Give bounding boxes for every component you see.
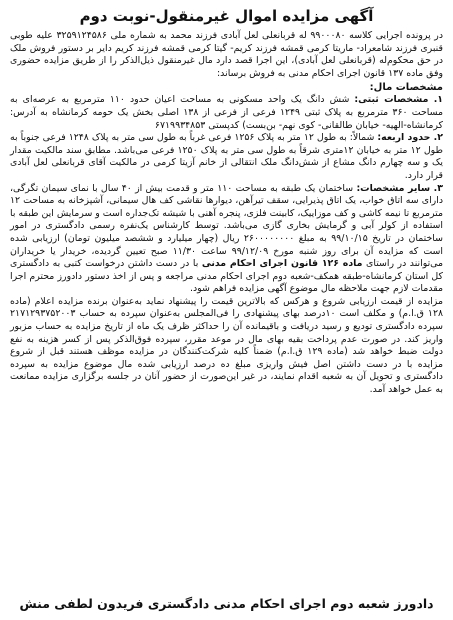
notice-title: آگهی مزایده اموال غیرمنقول-نوبت دوم: [79, 7, 374, 25]
item-other-specs: [10, 183, 443, 296]
signature-line: دادورز شعبه دوم اجرای احکام مدنی دادگستری فریدون لطفی منش: [19, 596, 434, 611]
item-other-specs-text-a: ساختمان یک طبقه به مساحت ۱۱۰ متر و قدمت بیش از ۴۰ سال با نمای سیمان تگرگی، دارای سه اتاق خواب، یک اتاق پذیرایی، سقف تیرآهن، دیوارها نقاشی کف هال سیمانی، آشپزخانه به مساحت ۱۲ مترمربع تا نیمه کاشی و کف موزاییک، کابینت فلزی، پنجره آهنی با شیشه تک‌جداره است و سرمایش این طبقه با استفاده از کولر آبی و گرمایش بخاری گازی می‌باشد. توسط کارشناس یک‌نفره رسمی دادگستری در امور ساختمان در تاریخ ۹۹/۱۰/۱۵ به مبلغ ۲۶۰۰۰۰۰۰۰۰ ریال (چهار میلیارد و ششصد میلیون تومان) ارزیابی شده است که مزایده آن برای روز شنبه مورخ ۹۹/۱۲/۰۹ ساعت ۱۱/۳۰ صبح تعیین گردیده، خریدار یا خریداران می‌توانند در راستای: [10, 182, 444, 270]
item-registration-label: ۱. مشخصات ثبتی:: [354, 94, 443, 106]
item-registration: [10, 94, 443, 132]
item-other-specs-label: ۳. سایر مشخصات:: [356, 182, 443, 194]
specs-heading: مشخصات مال:: [369, 82, 443, 94]
intro-paragraph: در پرونده اجرایی کلاسه ۹۹۰۰۰۸۰ له قربانعلی لعل آبادی فرزند محمد به شماره ملی ۳۲۵۹۱۲۴۵۸۶ علیه طوبی قنبری فرزند شامعراد- ماریتا کرمی قمشه فرزند کریم- گیتا کرمی قمشه فرزند کریم دایر بر دستور فروش ملک در حق محکوم‌له (قربانعلی لعل آبادی)، این اجرا قصد دارد مال غیرمنقول ذیل‌الذکر را از طریق مزایده حضوری وفق ماده ۱۳۷ قانون اجرای احکام مدنی به فروش برساند:: [10, 30, 443, 79]
item-other-specs-law-ref: ماده ۱۲۶ قانون اجرای احکام مدنی: [201, 258, 363, 270]
item-boundaries-text: شمالاً: به طول ۱۲ متر به پلاک ۱۲۵۶ فرعی غرباً به طول سی متر به پلاک ۱۲۴۸ فرعی جنوباً به طول ۱۲ متر به خیابان ۱۲متری شرقاً به طول سی متر به پلاک ۱۲۵۰ فرعی می‌باشد. مطابق سند مالکیت مقدار یک و سه چهارم دانگ مشاع از شش‌دانگ ملک انتقالی از خانم آزیتا کرمی در مالکیت آقای قربانعلی لعل آبادی قرار دارد.: [10, 132, 443, 181]
auction-terms-paragraph: مزایده از قیمت ارزیابی شروع و هرکس که بالاترین قیمت را پیشنهاد نماید به‌عنوان برنده مزایده اعلام (ماده ۱۲۸ ق.ا.م) و مکلف است ۱۰درصد بهای پیشنهادی را فی‌المجلس به‌عنوان سپرده به حساب ۲۱۷۱۲۹۳۷۵۲۰۰۳ سپرده دادگستری تودیع و رسید دریافت و باقیمانده آن را حداکثر ظرف یک ماه از تاریخ مزایده به حساب مزبور واریز کند. در صورت عدم پرداخت بقیه بهای مال در موعد مقرر، سپرده فوق‌الذکر پس از کسر هزینه به نفع دولت ضبط خواهد شد (ماده ۱۲۹ ق.ا.م) ضمناً کلیه شرکت‌کنندگان در مزایده موظف هستند قبل از شروع مزایده با در دست داشتن اصل فیش واریزی مبلغ ده درصد ارزیابی شده مال موضوع مزایده به سپرده دادگستری و تحویل آن به شعبه اقدام نمایند، در غیر این‌صورت از حضور آنان در جلسه برگزاری مزایده ممانعت به عمل خواهد آمد.: [10, 295, 444, 396]
item-boundaries-label: ۲. حدود اربعه:: [377, 132, 443, 144]
item-boundaries: [10, 132, 443, 182]
item-registration-text: شش دانگ یک واحد مسکونی به مساحت اعیان حدود ۱۱۰ مترمربع به عرصه‌ای به مساحت ۳۶۰ مترمربع به پلاک ثبتی ۱۲۴۹ فرعی از فرعی از ۱۳۸ اصلی بخش یک حومه کرمانشاه به آدرس: کرمانشاه-الهیه- خیابان طالقانی- کوی نهم- بن‌بست) کدپستی ۶۷۱۹۹۳۴۸۵۳: [10, 94, 443, 131]
item-other-specs-text-c: با در دست داشتن درخواست کتبی به دادگستری کل استان کرمانشاه-طبقه همکف-شعبه دوم اجرای احکام مدنی مراجعه و پس از اخذ دستور دادورز محترم اجرا مقدمات لازم جهت ملاحظه مال موضوع آگهی مزایده فراهم شود.: [10, 258, 443, 295]
